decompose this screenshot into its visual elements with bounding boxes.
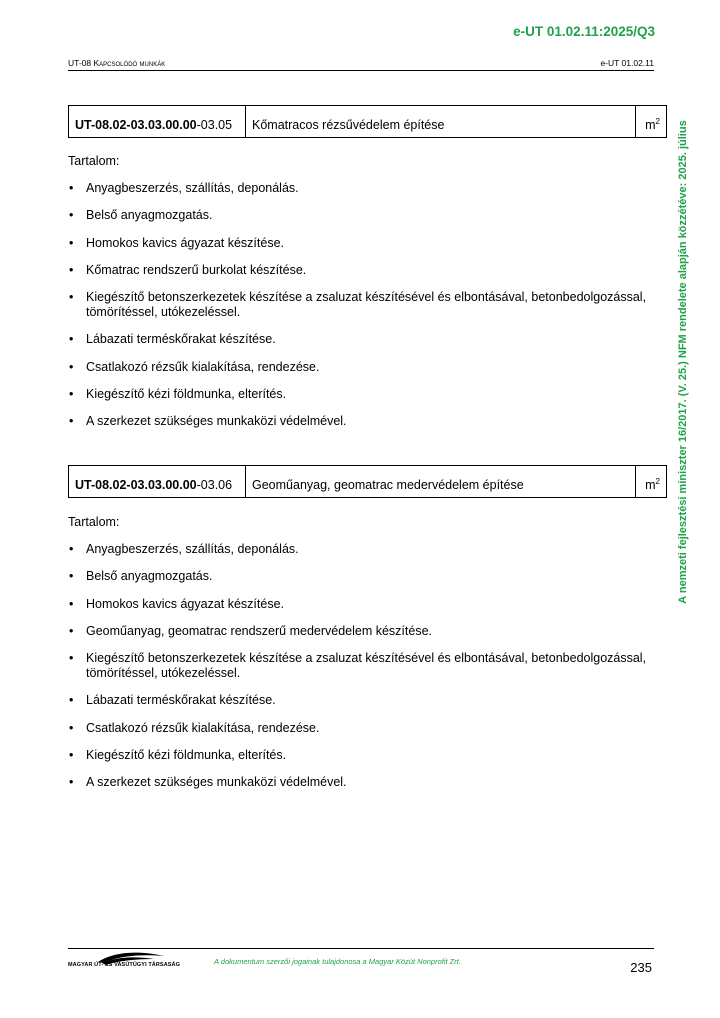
item-unit xyxy=(636,106,667,138)
list-item: • Kőmatrac rendszerű burkolat készítése. xyxy=(68,263,658,278)
document-reference: e-UT 01.02.11 xyxy=(600,58,654,68)
content-label: Tartalom: xyxy=(68,154,120,168)
content-label: Tartalom: xyxy=(68,515,120,529)
copyright-notice: A dokumentum szerzői jogainak tulajdonosa a Magyar Közút Nonprofit Zrt. xyxy=(214,957,461,966)
item-code-suffix: -03.06 xyxy=(196,478,233,492)
unit-exponent: 2 xyxy=(655,476,660,486)
list-item: • Homokos kavics ágyazat készítése. xyxy=(68,236,658,251)
unit-exponent: 2 xyxy=(655,116,660,126)
list-item: • Csatlakozó rézsűk kialakítása, rendezése. xyxy=(68,721,658,736)
page-number: 235 xyxy=(630,960,652,975)
item-title: Kőmatracos rézsűvédelem építése xyxy=(246,106,636,138)
content-list xyxy=(68,181,658,442)
chapter-title: UT-08 Kapcsolódó munkák xyxy=(68,58,166,68)
item-code-main: UT-08.02-03.03.00.00 xyxy=(75,478,197,492)
list-item: • Lábazati terméskőrakat készítése. xyxy=(68,693,658,708)
list-item: • Homokos kavics ágyazat készítése. xyxy=(68,597,658,612)
list-item: • Anyagbeszerzés, szállítás, deponálás. xyxy=(68,181,658,196)
list-item: • Kiegészítő betonszerkezetek készítése a zsaluzat készítésével és elbontásával, betonbedolgozással, tömörítéssel, utókezeléssel. xyxy=(68,651,658,681)
list-item: • Kiegészítő kézi földmunka, elterítés. xyxy=(68,387,658,402)
item-header-table xyxy=(68,105,667,138)
list-item: • A szerkezet szükséges munkaközi védelmével. xyxy=(68,414,658,429)
list-item: • A szerkezet szükséges munkaközi védelmével. xyxy=(68,775,658,790)
item-code xyxy=(69,466,246,498)
unit-base: m xyxy=(645,478,656,492)
list-item: • Lábazati terméskőrakat készítése. xyxy=(68,332,658,347)
footer-divider xyxy=(68,948,654,949)
list-item: • Csatlakozó rézsűk kialakítása, rendezése. xyxy=(68,360,658,375)
item-code-main: UT-08.02-03.03.00.00 xyxy=(75,118,197,132)
item-code xyxy=(69,106,246,138)
list-item: • Anyagbeszerzés, szállítás, deponálás. xyxy=(68,542,658,557)
list-item: • Belső anyagmozgatás. xyxy=(68,569,658,584)
item-code-suffix: -03.05 xyxy=(196,118,233,132)
item-header-table xyxy=(68,465,667,498)
list-item: • Belső anyagmozgatás. xyxy=(68,208,658,223)
content-list xyxy=(68,542,658,803)
unit-base: m xyxy=(645,118,656,132)
list-item: • Kiegészítő kézi földmunka, elterítés. xyxy=(68,748,658,763)
side-note xyxy=(677,120,689,604)
document-code: e-UT 01.02.11:2025/Q3 xyxy=(513,24,655,39)
item-title: Geoműanyag, geomatrac medervédelem építése xyxy=(246,466,636,498)
list-item: • Kiegészítő betonszerkezetek készítése a zsaluzat készítésével és elbontásával, betonbedolgozással, tömörítéssel, utókezeléssel. xyxy=(68,290,658,320)
running-header xyxy=(68,58,654,71)
society-name: MAGYAR ÚT- ÉS VASÚTÜGYI TÁRSASÁG xyxy=(68,962,180,968)
list-item: • Geoműanyag, geomatrac rendszerű medervédelem készítése. xyxy=(68,624,658,639)
item-unit xyxy=(636,466,667,498)
publication-note: A nemzeti fejlesztési miniszter 16/2017. (V. 25.) NFM rendelete alapján közzétéve: 2025. július xyxy=(677,120,689,604)
